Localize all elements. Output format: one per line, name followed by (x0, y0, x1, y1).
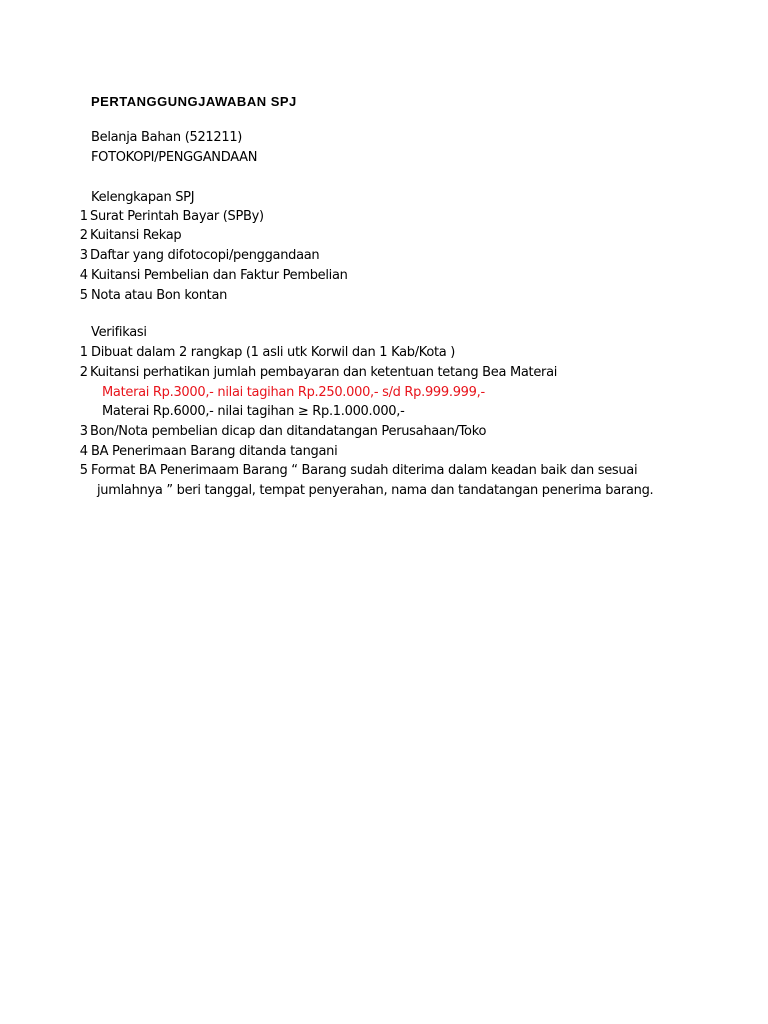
list-item: Kuitansi Pembelian dan Faktur Pembelian (91, 268, 348, 283)
list-item: Nota atau Bon kontan (91, 288, 228, 303)
list-item-continuation: jumlahnya ” beri tanggal, tempat penyerahan, nama dan tandatangan penerima barang. (97, 483, 654, 498)
list-item-number: 5 (79, 288, 88, 303)
list-item: BA Penerimaan Barang ditanda tangani (91, 444, 338, 459)
list-item-number: 3 (79, 248, 88, 263)
list-item-number: 3 (79, 424, 88, 439)
list-item-number: 2 (79, 365, 88, 380)
kelengkapan-heading: Kelengkapan SPJ (91, 190, 195, 205)
materai-red-note: Materai Rp.3000,- nilai tagihan Rp.250.000,- s/d Rp.999.999,- (102, 385, 485, 400)
list-item: Kuitansi perhatikan jumlah pembayaran dan ketentuan tetang Bea Materai (90, 365, 558, 380)
activity-line: FOTOKOPI/PENGGANDAAN (91, 150, 258, 165)
list-item-number: 4 (79, 444, 88, 459)
list-item: Surat Perintah Bayar (SPBy) (90, 209, 264, 224)
list-item: Bon/Nota pembelian dicap dan ditandatangan Perusahaan/Toko (90, 424, 487, 439)
list-item: Format BA Penerimaam Barang “ Barang sudah diterima dalam keadan baik dan sesuai (91, 463, 638, 478)
list-item: Dibuat dalam 2 rangkap (1 asli utk Korwil dan 1 Kab/Kota ) (91, 345, 456, 360)
list-item-number: 2 (79, 228, 88, 243)
list-item-number: 1 (79, 209, 88, 224)
verifikasi-heading: Verifikasi (91, 325, 147, 340)
materai-note: Materai Rp.6000,- nilai tagihan ≥ Rp.1.000.000,- (102, 404, 405, 419)
list-item-number: 5 (79, 463, 88, 478)
page-title: PERTANGGUNGJAWABAN SPJ (91, 94, 297, 109)
list-item: Daftar yang difotocopi/penggandaan (90, 248, 320, 263)
list-item-number: 4 (79, 268, 88, 283)
budget-line: Belanja Bahan (521211) (91, 130, 243, 145)
list-item: Kuitansi Rekap (90, 228, 182, 243)
list-item-number: 1 (79, 345, 88, 360)
